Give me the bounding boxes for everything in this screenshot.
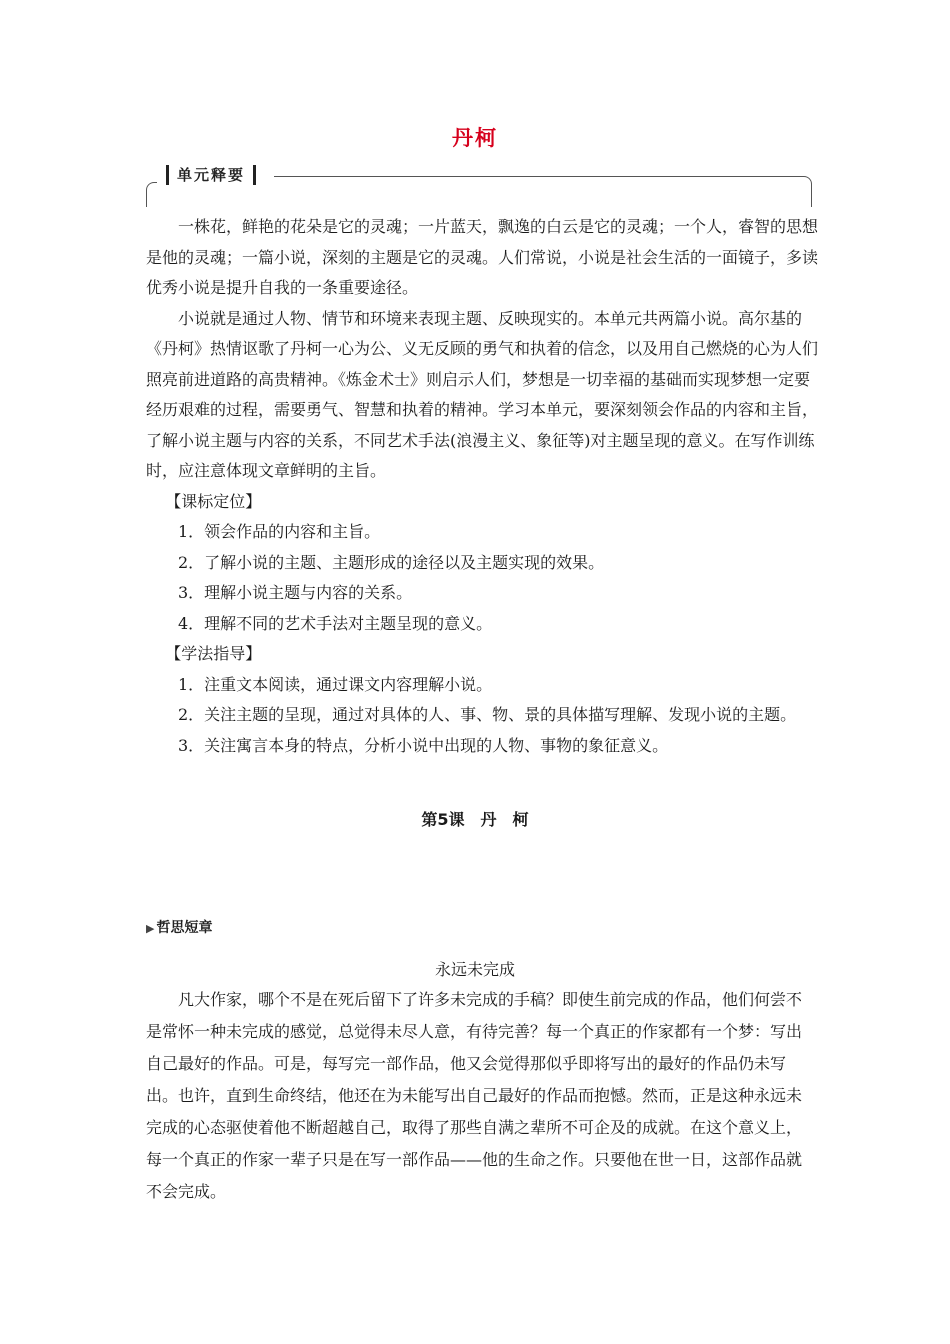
study-guide-heading: 【学法指导】 [165, 644, 262, 663]
frame-rule [274, 176, 812, 207]
intro-paragraph-2: 小说就是通过人物、情节和环境来表现主题、反映现实的。本单元共两篇小说。高尔基的《丹柯》热情讴歌了丹柯一心为公、义无反顾的勇气和执着的信念，以及用自己燃烧的心为人们照亮前进道路的高贵精神。《炼金术士》则启示人们，梦想是一切幸福的基础而实现梦想一定要经历艰难的过程，需要勇气、智慧和执着的精神。学习本单元，要深刻领会作品的内容和主旨，了解小说主题与内容的关系，不同艺术手法(浪漫主义、象征等)对主题呈现的意义。在写作训练时，应注意体现文章鲜明的主旨。 [146, 308, 819, 480]
section-label-text: 哲思短章 [156, 920, 213, 936]
essay-body [146, 984, 808, 1208]
lesson-title: 第5课 丹 柯 [421, 810, 529, 829]
curriculum-item: 2．了解小说的主题、主题形成的途径以及主题实现的效果。 [178, 552, 605, 572]
study-guide-item: 1．注重文本阅读，通过课文内容理解小说。 [178, 674, 493, 694]
study-guide-item: 2．关注主题的呈现，通过对具体的人、事、物、景的具体描写理解、发现小说的主题。 [178, 705, 797, 724]
essay-title: 永远未完成 [434, 960, 515, 979]
unit-summary [146, 212, 821, 761]
curriculum-heading: 【课标定位】 [165, 491, 262, 511]
curriculum-item: 4．理解不同的艺术手法对主题呈现的意义。 [178, 613, 493, 633]
curriculum-item: 1．领会作品的内容和主旨。 [178, 522, 381, 541]
curriculum-item: 3．理解小说主题与内容的关系。 [178, 583, 413, 602]
frame-corner-left [146, 182, 157, 207]
essay-paragraph: 凡大作家，哪个不是在死后留下了许多未完成的手稿？即使生前完成的作品，他们何尝不是常怀一种未完成的感觉，总觉得未尽人意，有待完善？每一个真正的作家都有一个梦：写出自己最好的作品。可是，每写完一部作品，他又会觉得那似乎即将写出的最好的作品仍未写出。也许，直到生命终结，他还在为未能写出自己最好的作品而抱憾。然而，正是这种永远未完成的心态驱使着他不断超越自己，取得了那些自满之辈所不可企及的成就。在这个意义上，每一个真正的作家一辈子只是在写一部作品——他的生命之作。只要他在世一日，这部作品就不会完成。 [146, 990, 803, 1201]
intro-paragraph-1: 一株花，鲜艳的花朵是它的灵魂；一片蓝天，飘逸的白云是它的灵魂；一个人，睿智的思想是他的灵魂；一篇小说，深刻的主题是它的灵魂。人们常说，小说是社会生活的一面镜子，多读优秀小说是提升自我的一条重要途径。 [146, 217, 819, 297]
page-title: 丹柯 [452, 126, 498, 150]
triangle-right-icon: ▶ [146, 922, 155, 935]
unit-header-label: 单元释要 [166, 165, 256, 185]
section-label [146, 917, 212, 937]
study-guide-item: 3．关注寓言本身的特点，分析小说中出现的人物、事物的象征意义。 [178, 735, 669, 755]
